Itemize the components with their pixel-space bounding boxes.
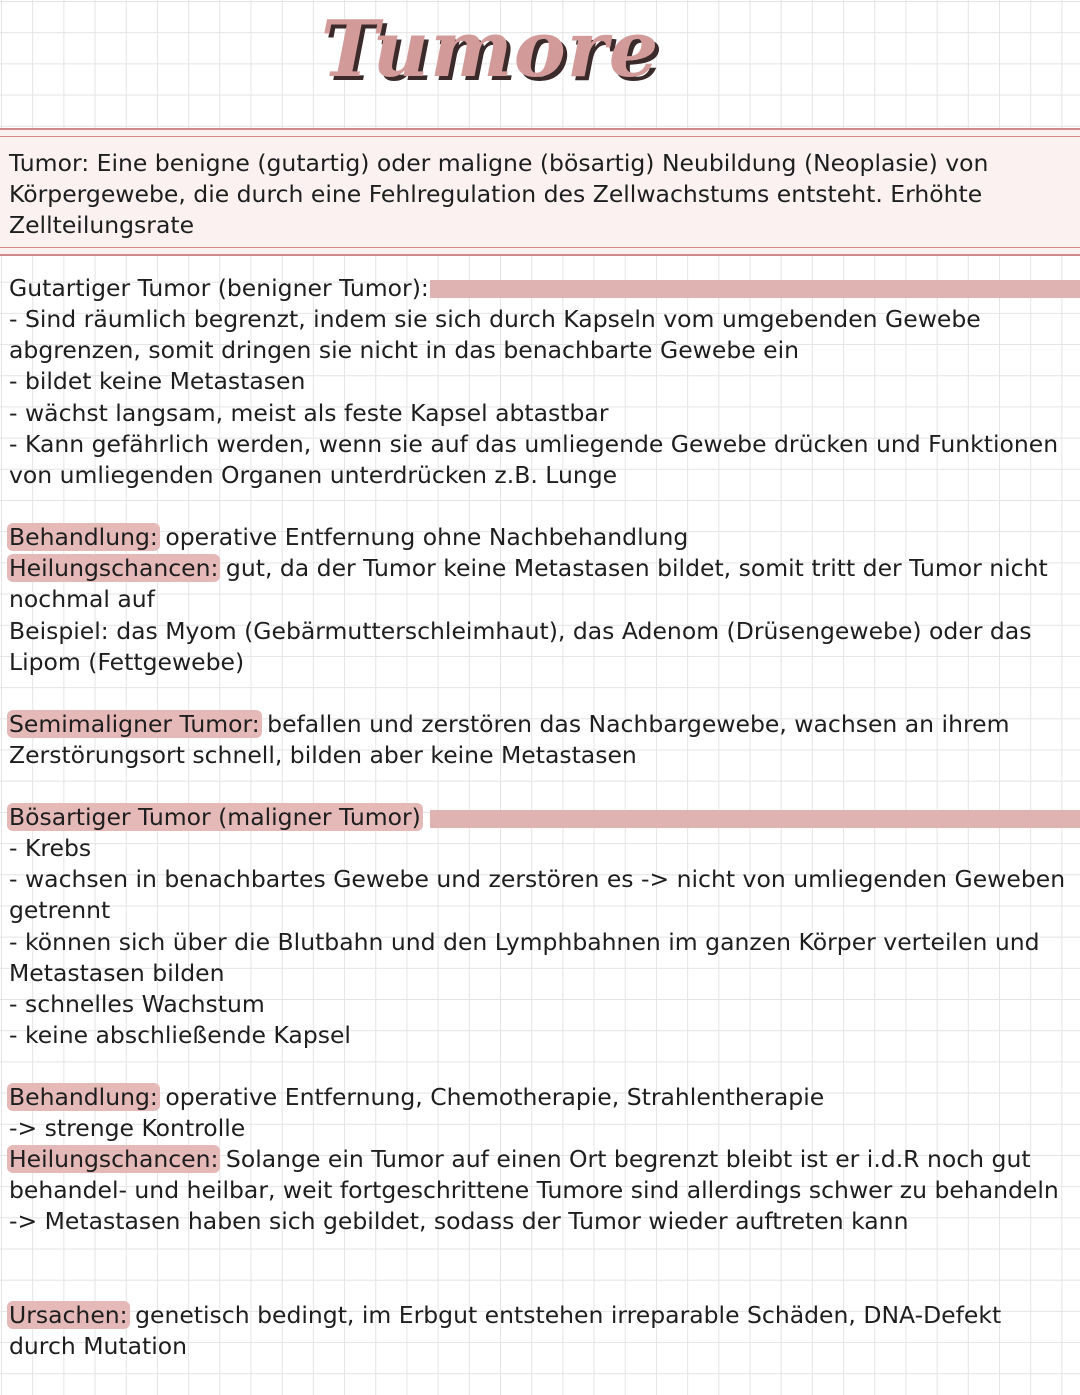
benign-example-text: das Myom (Gebärmutterschleimhaut), das Adenom (Drüsengewebe) oder das Lipom (Fettgewebe): [9, 617, 1032, 677]
malignant-point: - keine abschließende Kapsel: [9, 1021, 351, 1050]
benign-chances: [9, 553, 1071, 615]
malignant-chances: [9, 1144, 1071, 1238]
malignant-treatment-note: -> strenge Kontrolle: [9, 1114, 246, 1142]
benign-chances-label: Heilungschancen:: [9, 554, 219, 582]
causes-label: Ursachen:: [9, 1301, 128, 1329]
malignant-treatment-label: Behandlung:: [9, 1083, 158, 1111]
benign-treatment-label: Behandlung:: [9, 523, 158, 551]
malignant-points: [9, 833, 1071, 1051]
benign-heading: Gutartiger Tumor (benigner Tumor):: [9, 274, 429, 302]
semimalignant-text: befallen und zerstören das Nachbargewebe, wachsen an ihrem Zerstörungsort schnell, bilden aber keine Metastasen: [9, 710, 1010, 770]
page-title: Tumore: [320, 4, 660, 95]
benign-section: [9, 273, 1071, 304]
benign-chances-text: gut, da der Tumor keine Metastasen bildet, somit tritt der Tumor nicht nochmal auf: [9, 554, 1048, 614]
semimalignant-label: Semimaligner Tumor:: [9, 710, 260, 738]
malignant-point: - können sich über die Blutbahn und den Lymphbahnen im ganzen Körper verteilen und Metastasen bilden: [9, 927, 1040, 987]
malignant-heading: Bösartiger Tumor (maligner Tumor): [9, 803, 421, 831]
malignant-heading-row: [9, 802, 1071, 833]
malignant-point: - wachsen in benachbartes Gewebe und zerstören es -> nicht von umliegenden Geweben getrennt: [9, 865, 1066, 925]
benign-point: - wächst langsam, meist als feste Kapsel abtastbar: [9, 398, 609, 427]
benign-treatment: [9, 522, 1071, 553]
definition-term: Tumor:: [9, 149, 90, 177]
definition-paragraph: [9, 148, 1071, 242]
benign-points: [9, 304, 1071, 491]
causes-text: genetisch bedingt, im Erbgut entstehen irreparable Schäden, DNA-Defekt durch Mutation: [9, 1301, 1002, 1361]
malignant-chances-label: Heilungschancen:: [9, 1145, 219, 1173]
definition-text: Eine benigne (gutartig) oder maligne (bösartig) Neubildung (Neoplasie) von Körpergewebe, die durch eine Fehlregulation des Zellwachstums entsteht. Erhöhte Zellteilungsrate: [9, 149, 989, 240]
semimalignant-section: [9, 709, 1071, 771]
malignant-treatment: [9, 1082, 1071, 1113]
benign-point: - bildet keine Metastasen: [9, 367, 306, 396]
malignant-point: - schnelles Wachstum: [9, 990, 265, 1019]
benign-point: - Kann gefährlich werden, wenn sie auf das umliegende Gewebe drücken und Funktionen von umliegenden Organen unterdrücken z.B. Lunge: [9, 429, 1059, 490]
benign-treatment-text: operative Entfernung ohne Nachbehandlung: [165, 523, 689, 551]
malignant-chances-text: Solange ein Tumor auf einen Ort begrenzt bleibt ist er i.d.R noch gut behandel- und heilbar, weit fortgeschrittene Tumore sind allerdings schwer zu behandeln -> Metastasen haben sich gebildet, sodass der Tumor wieder auftreten kann: [9, 1145, 1059, 1236]
malignant-point: - Krebs: [9, 834, 92, 862]
malignant-treatment-text: operative Entfernung, Chemotherapie, Strahlentherapie: [165, 1083, 825, 1111]
benign-example: [9, 616, 1071, 678]
causes-section: [9, 1300, 1071, 1362]
benign-example-label: Beispiel:: [9, 617, 109, 645]
benign-point: - Sind räumlich begrenzt, indem sie sich durch Kapseln vom umgebenden Gewebe abgrenzen, somit dringen sie nicht in das benachbarte Gewebe ein: [9, 305, 981, 365]
